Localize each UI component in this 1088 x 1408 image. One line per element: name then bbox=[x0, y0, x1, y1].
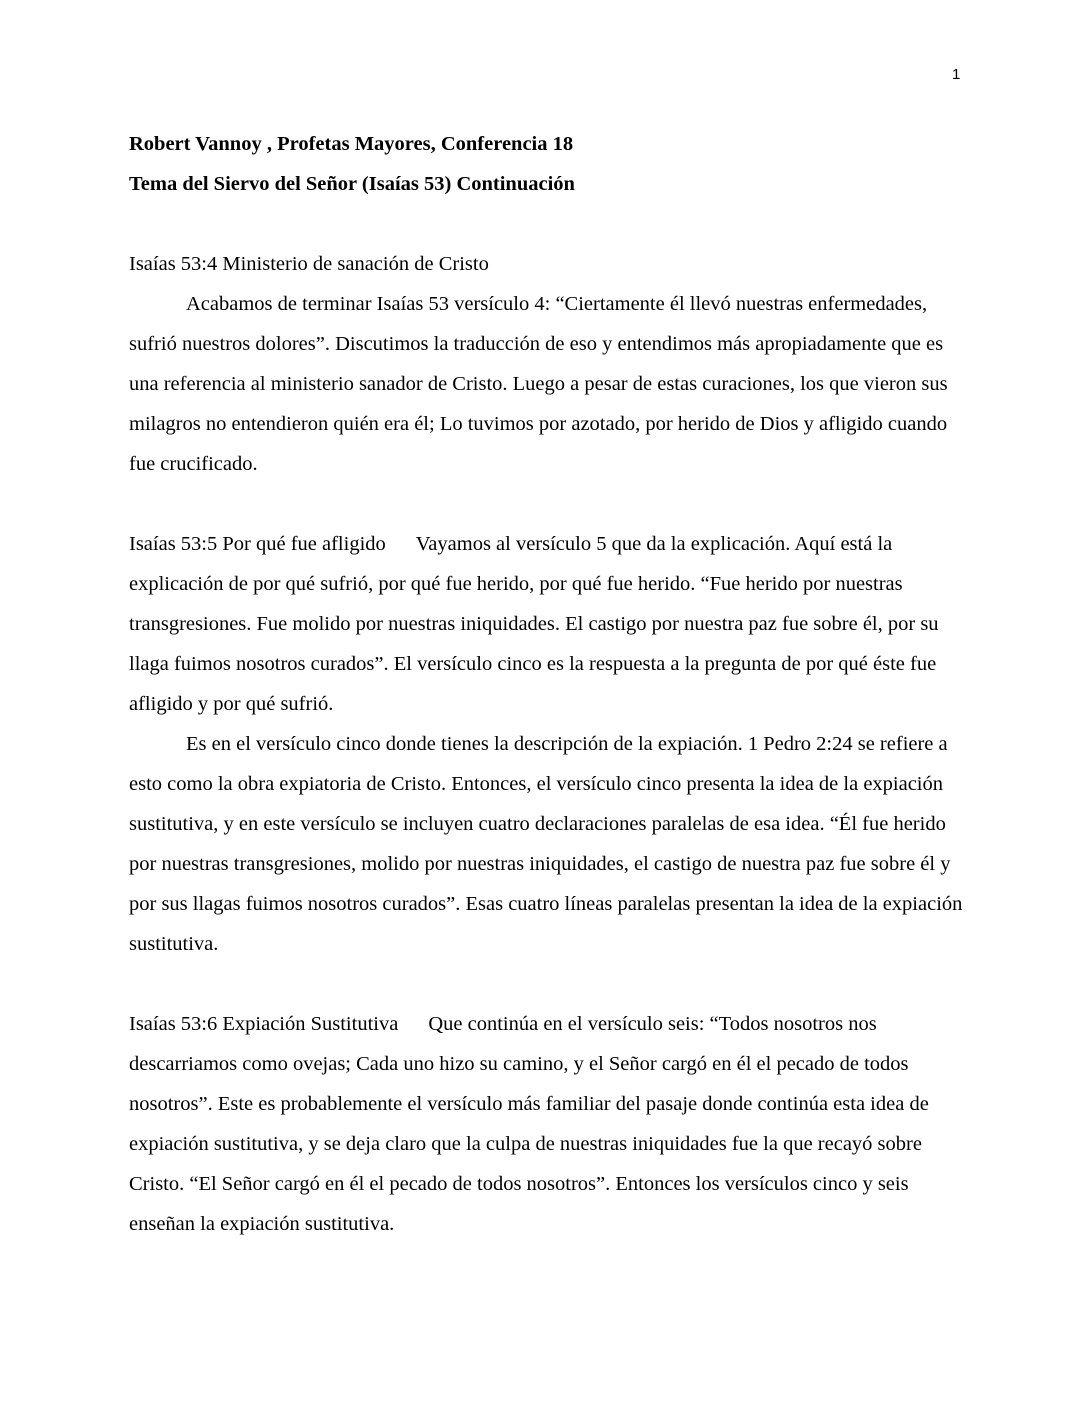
section-lead-text: Que continúa en el versículo seis: “Todos nosotros nos descarriamos como ovejas; Cada uno hizo su camino, y el Señor cargó en él el pecado de todos nosotros”. Este es probablemente el versículo más familiar del pasaje donde continúa esta idea de expiación sustitutiva, y se deja claro que la culpa de nuestras iniquidades fue la que recayó sobre Cristo. “El Señor cargó en él el pecado de todos nosotros”. Entonces los versículos cinco y seis enseñan la expiación sustitutiva. bbox=[129, 1013, 929, 1235]
spacer bbox=[129, 204, 969, 244]
section-paragraph bbox=[129, 524, 969, 724]
section-lead-text: Vayamos al versículo 5 que da la explicación. Aquí está la explicación de por qué sufrió, por qué fue herido, por qué fue herido. “Fue herido por nuestras transgresiones. Fue molido por nuestras iniquidades. El castigo por nuestra paz fue sobre él, por su llaga fuimos nosotros curados”. El versículo cinco es la respuesta a la pregunta de por qué éste fue afligido y por qué sufrió. bbox=[129, 533, 939, 715]
spacer bbox=[129, 964, 969, 1004]
document-body bbox=[129, 124, 969, 1244]
paragraph: Acabamos de terminar Isaías 53 versículo 4: “Ciertamente él llevó nuestras enfermedades, sufrió nuestros dolores”. Discutimos la traducción de eso y entendimos más apropiadamente que es una referencia al ministerio sanador de Cristo. Luego a pesar de estas curaciones, los que vieron sus milagros no entendieron quién era él; Lo tuvimos por azotado, por herido de Dios y afligido cuando fue crucificado. bbox=[129, 293, 948, 475]
document-subtitle: Tema del Siervo del Señor (Isaías 53) Continuación bbox=[129, 173, 575, 195]
section-heading: Isaías 53:6 Expiación Sustitutiva bbox=[129, 1013, 399, 1035]
section-heading: Isaías 53:4 Ministerio de sanación de Cristo bbox=[129, 253, 489, 275]
page-number: 1 bbox=[952, 66, 961, 83]
paragraph: Es en el versículo cinco donde tienes la descripción de la expiación. 1 Pedro 2:24 se refiere a esto como la obra expiatoria de Cristo. Entonces, el versículo cinco presenta la idea de la expiación sustitutiva, y en este versículo se incluyen cuatro declaraciones paralelas de esa idea. “Él fue herido por nuestras transgresiones, molido por nuestras iniquidades, el castigo de nuestra paz fue sobre él y por sus llagas fuimos nosotros curados”. Esas cuatro líneas paralelas presentan la idea de la expiación sustitutiva. bbox=[129, 733, 963, 955]
section-paragraph bbox=[129, 1004, 969, 1244]
section-heading: Isaías 53:5 Por qué fue afligido bbox=[129, 533, 386, 555]
spacer bbox=[129, 484, 969, 524]
document-title: Robert Vannoy , Profetas Mayores, Conferencia 18 bbox=[129, 133, 574, 155]
